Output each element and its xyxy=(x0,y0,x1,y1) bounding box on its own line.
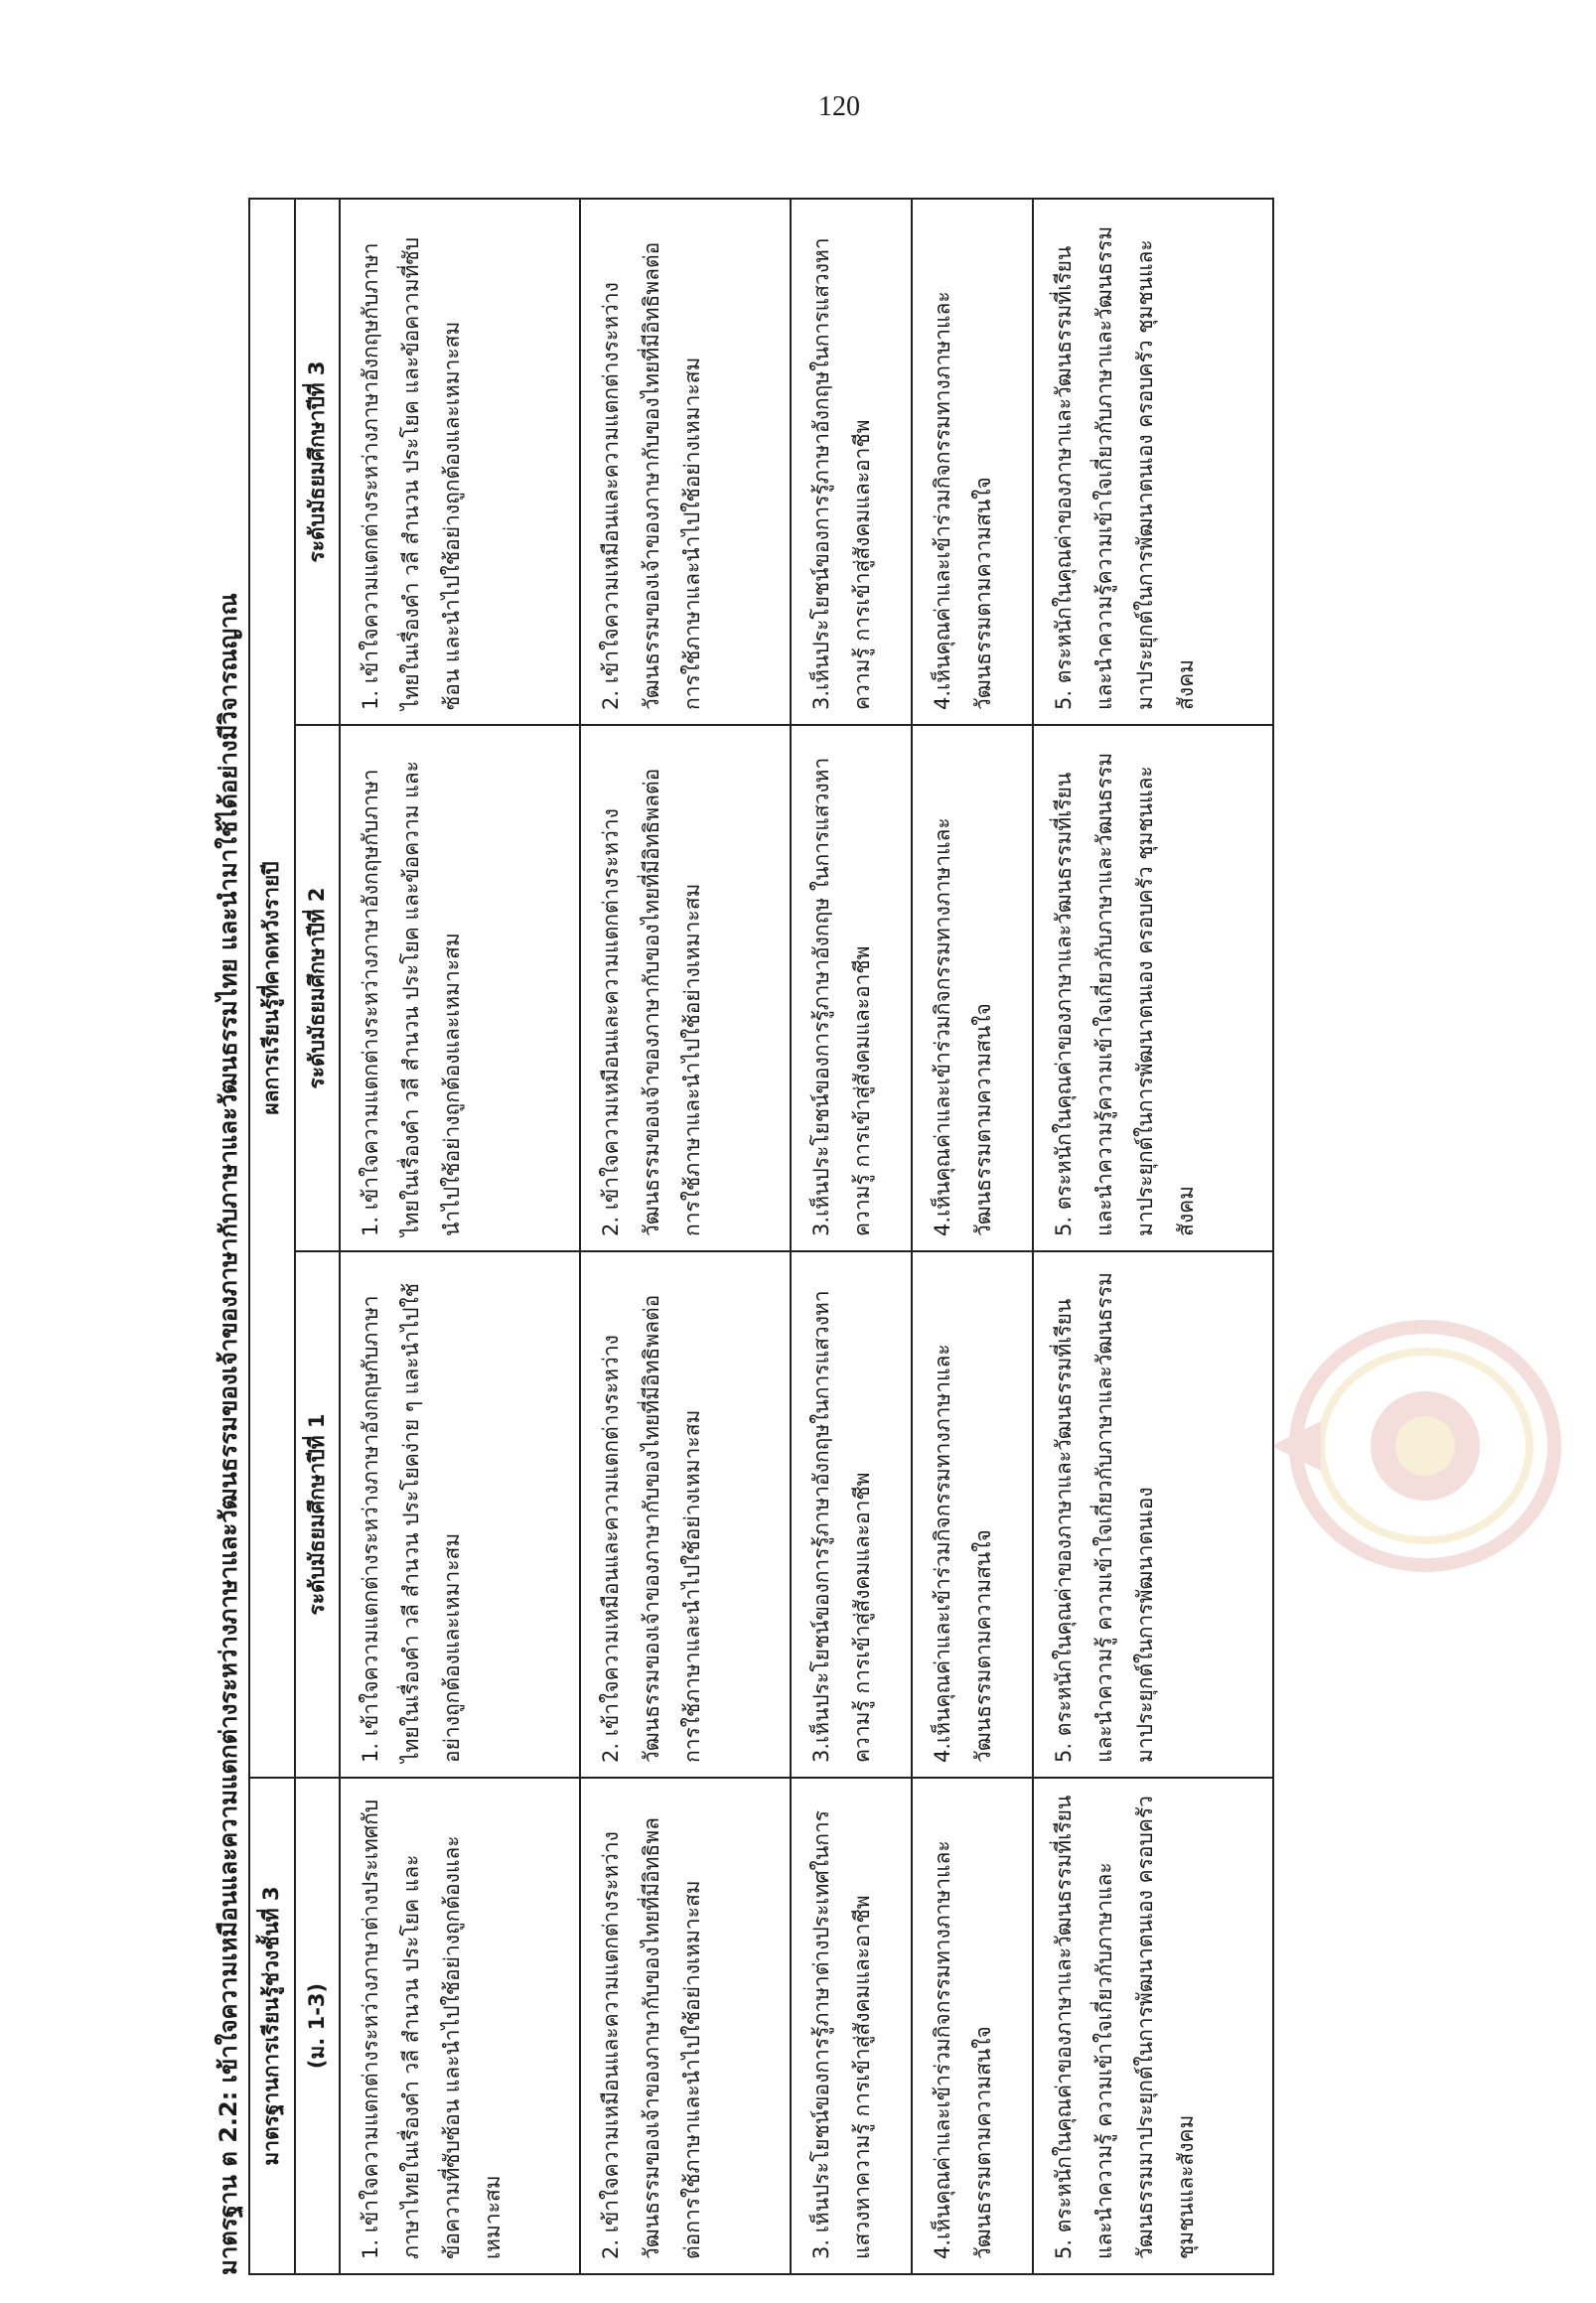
year3-cell: 5. ตระหนักในคุณค่าของภาษาและวัฒนธรรมที่เรียน และนำความรู้ความเข้าใจเกี่ยวกับภาษาและวัฒนธรรมมาประยุกต์ในการพัฒนาตนเอง ครอบครัว ชุมชนและสังคม xyxy=(1033,199,1273,725)
year1-cell: 4.เห็นคุณค่าและเข้าร่วมกิจกรรมทางภาษาและวัฒนธรรมตามความสนใจ xyxy=(912,1251,1033,1778)
year2-cell: 4.เห็นคุณค่าและเข้าร่วมกิจกรรมทางภาษาและวัฒนธรรมตามความสนใจ xyxy=(912,725,1033,1251)
header-year-1: ระดับมัธยมศึกษาปีที่ 1 xyxy=(295,1251,341,1778)
page-number: 120 xyxy=(818,91,860,122)
year1-cell: 3.เห็นประโยชน์ของการรู้ภาษาอังกฤษในการแสวงหาความรู้ การเข้าสู่สังคมและอาชีพ xyxy=(791,1251,912,1778)
header-outcomes-group: ผลการเรียนรู้ที่คาดหวังรายปี xyxy=(249,199,295,1778)
standard-cell: 4.เห็นคุณค่าและเข้าร่วมกิจกรรมทางภาษาและวัฒนธรรมตามความสนใจ xyxy=(912,1778,1033,2274)
year3-cell: 1. เข้าใจความแตกต่างระหว่างภาษาอังกฤษกับภาษาไทยในเรื่องคำ วลี สำนวน ประโยค และข้อความที่ซับซ้อน และนำไปใช้อย่างถูกต้องและเหมาะสม xyxy=(340,199,580,725)
year3-cell: 3.เห็นประโยชน์ของการรู้ภาษาอังกฤษในการแสวงหาความรู้ การเข้าสู่สังคมและอาชีพ xyxy=(791,199,912,725)
table-row xyxy=(580,199,791,2274)
emblem-seal-icon xyxy=(1251,1312,1579,1580)
standard-cell: 1. เข้าใจความแตกต่างระหว่างภาษาต่างประเทศกับภาษาไทยในเรื่องคำ วลี สำนวน ประโยค และข้อความที่ซับซ้อน และนำไปใช้อย่างถูกต้องและเหมาะสม xyxy=(340,1778,580,2274)
year1-cell: 2. เข้าใจความเหมือนและความแตกต่างระหว่างวัฒนธรรมของเจ้าของภาษากับของไทยที่มีอิทธิพลต่อการใช้ภาษาและนำไปใช้อย่างเหมาะสม xyxy=(580,1251,791,1778)
standard-cell: 3. เห็นประโยชน์ของการรู้ภาษาต่างประเทศในการแสวงหาความรู้ การเข้าสู่สังคมและอาชีพ xyxy=(791,1778,912,2274)
header-year-2: ระดับมัธยมศึกษาปีที่ 2 xyxy=(295,725,341,1251)
standard-cell: 2. เข้าใจความเหมือนและความแตกต่างระหว่างวัฒนธรรมของเจ้าของภาษากับของไทยที่มีอิทธิพลต่อการใช้ภาษาและนำไปใช้อย่างเหมาะสม xyxy=(580,1778,791,2274)
table-row xyxy=(791,199,912,2274)
table-row xyxy=(1033,199,1273,2274)
table-row xyxy=(912,199,1033,2274)
year1-cell: 5. ตระหนักในคุณค่าของภาษาและวัฒนธรรมที่เรียน และนำความรู้ ความเข้าใจเกี่ยวกับภาษาและวัฒนธรรมมาประยุกต์ในการพัฒนาตนเอง xyxy=(1033,1251,1273,1778)
table-row xyxy=(340,199,580,2274)
standard-caption: มาตรฐาน ต 2.2: เข้าใจความเหมือนและความแตกต่างระหว่างภาษาและวัฒนธรรมของเจ้าของภาษากับภาษาและวัฒนธรรมไทย และนำมาใช้ได้อย่างมีวิจารณญาณ xyxy=(215,593,242,2275)
year2-cell: 1. เข้าใจความแตกต่างระหว่างภาษาอังกฤษกับภาษาไทยในเรื่องคำ วลี สำนวน ประโยค และข้อความ และนำไปใช้อย่างถูกต้องและเหมาะสม xyxy=(340,725,580,1251)
standard-cell: 5. ตระหนักในคุณค่าของภาษาและวัฒนธรรมที่เรียน และนำความรู้ ความเข้าใจเกี่ยวกับภาษาและวัฒนธรรมมาประยุกต์ในการพัฒนาตนเอง ครอบครัว ชุมชนและสังคม xyxy=(1033,1778,1273,2274)
rotated-document-content xyxy=(209,200,1390,2275)
year3-cell: 4.เห็นคุณค่าและเข้าร่วมกิจกรรมทางภาษาและวัฒนธรรมตามความสนใจ xyxy=(912,199,1033,725)
year1-cell: 1. เข้าใจความแตกต่างระหว่างภาษาอังกฤษกับภาษาไทยในเรื่องคำ วลี สำนวน ประโยคง่าย ๆ และนำไปใช้อย่างถูกต้องและเหมาะสม xyxy=(340,1251,580,1778)
header-year-3: ระดับมัธยมศึกษาปีที่ 3 xyxy=(295,199,341,725)
year3-cell: 2. เข้าใจความเหมือนและความแตกต่างระหว่างวัฒนธรรมของเจ้าของภาษากับของไทยที่มีอิทธิพลต่อการใช้ภาษาและนำไปใช้อย่างเหมาะสม xyxy=(580,199,791,725)
header-standard-title: มาตรฐานการเรียนรู้ช่วงชั้นที่ 3 xyxy=(249,1778,295,2274)
header-standard-sub: (ม. 1-3) xyxy=(295,1778,341,2274)
year2-cell: 5. ตระหนักในคุณค่าของภาษาและวัฒนธรรมที่เรียน และนำความรู้ความเข้าใจเกี่ยวกับภาษาและวัฒนธรรมมาประยุกต์ในการพัฒนาตนเอง ครอบครัว ชุมชนและสังคม xyxy=(1033,725,1273,1251)
learning-standards-table xyxy=(248,198,1274,2275)
year2-cell: 2. เข้าใจความเหมือนและความแตกต่างระหว่างวัฒนธรรมของเจ้าของภาษากับของไทยที่มีอิทธิพลต่อการใช้ภาษาและนำไปใช้อย่างเหมาะสม xyxy=(580,725,791,1251)
year2-cell: 3.เห็นประโยชน์ของการรู้ภาษาอังกฤษ ในการแสวงหาความรู้ การเข้าสู่สังคมและอาชีพ xyxy=(791,725,912,1251)
